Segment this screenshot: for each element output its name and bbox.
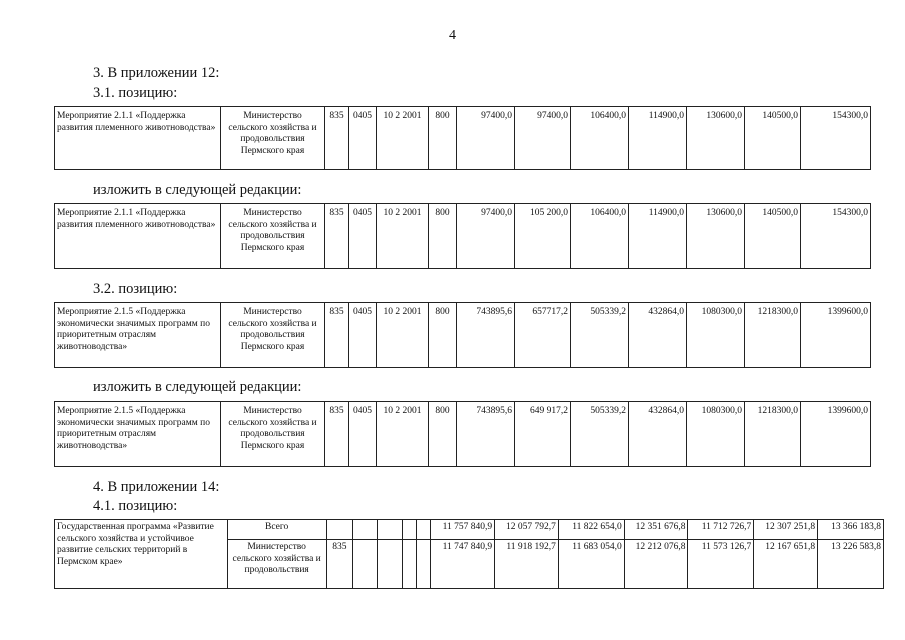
- value-cell: 432864,0: [629, 303, 687, 368]
- value-cell: 1080300,0: [687, 402, 745, 467]
- grbs-code: 835: [325, 402, 349, 467]
- target-article-code: 10 2 2001: [377, 303, 429, 368]
- grbs-code: 835: [325, 107, 349, 170]
- value-cell: 505339,2: [571, 303, 629, 368]
- grbs-code: 835: [325, 204, 349, 269]
- value-cell: 11 747 840,9: [431, 540, 495, 589]
- empty-cell: [353, 540, 378, 589]
- empty-cell: [402, 520, 416, 540]
- value-cell: 114900,0: [629, 204, 687, 269]
- ministry-name: Министерство сельского хозяйства и продовольствия Пермского края: [221, 107, 325, 170]
- table-row: [55, 402, 871, 467]
- empty-cell: [353, 520, 378, 540]
- page-number: 4: [449, 28, 456, 43]
- value-cell: 743895,6: [457, 303, 515, 368]
- value-cell: 130600,0: [687, 204, 745, 269]
- value-cell: 154300,0: [801, 204, 871, 269]
- measure-name: Мероприятие 2.1.5 «Поддержка экономически значимых программ по приоритетным отраслям животноводства»: [55, 303, 221, 368]
- section-code: 0405: [349, 204, 377, 269]
- table-3-2-old: [54, 302, 871, 368]
- empty-cell: [402, 540, 416, 589]
- grbs-code: 835: [326, 540, 353, 589]
- value-cell: 12 167 651,8: [754, 540, 818, 589]
- empty-cell: [416, 540, 430, 589]
- value-cell: 649 917,2: [515, 402, 571, 467]
- value-cell: 97400,0: [457, 107, 515, 170]
- value-cell: 11 683 054,0: [558, 540, 624, 589]
- heading-edit-2: изложить в следующей редакции:: [93, 379, 302, 395]
- expense-type-code: 800: [429, 402, 457, 467]
- empty-cell: [377, 540, 402, 589]
- ministry-name: Министерство сельского хозяйства и продовольствия: [227, 540, 326, 589]
- target-article-code: 10 2 2001: [377, 107, 429, 170]
- table-3-1-new: [54, 203, 871, 269]
- value-cell: 1218300,0: [745, 303, 801, 368]
- value-cell: 1080300,0: [687, 303, 745, 368]
- value-cell: 505339,2: [571, 402, 629, 467]
- expense-type-code: 800: [429, 107, 457, 170]
- table-row: [55, 520, 884, 540]
- heading-3-2: 3.2. позицию:: [93, 281, 178, 297]
- table-3-1-old: [54, 106, 871, 170]
- expense-type-code: 800: [429, 303, 457, 368]
- value-cell: 12 351 676,8: [624, 520, 688, 540]
- empty-cell: [416, 520, 430, 540]
- heading-3-1: 3.1. позицию:: [93, 85, 178, 101]
- measure-name: Мероприятие 2.1.1 «Поддержка развития племенного животноводства»: [55, 204, 221, 269]
- table-4-1-old: [54, 519, 884, 589]
- value-cell: 1399600,0: [801, 402, 871, 467]
- value-cell: 11 822 654,0: [558, 520, 624, 540]
- value-cell: 11 573 126,7: [688, 540, 754, 589]
- value-cell: 12 307 251,8: [754, 520, 818, 540]
- value-cell: 140500,0: [745, 107, 801, 170]
- value-cell: 140500,0: [745, 204, 801, 269]
- value-cell: 13 226 583,8: [818, 540, 884, 589]
- section-code: 0405: [349, 402, 377, 467]
- value-cell: 97400,0: [515, 107, 571, 170]
- table-row: [55, 107, 871, 170]
- value-cell: 106400,0: [571, 107, 629, 170]
- measure-name: Мероприятие 2.1.1 «Поддержка развития племенного животноводства»: [55, 107, 221, 170]
- measure-name: Мероприятие 2.1.5 «Поддержка экономически значимых программ по приоритетным отраслям животноводства»: [55, 402, 221, 467]
- value-cell: 12 057 792,7: [495, 520, 559, 540]
- value-cell: 11 757 840,9: [431, 520, 495, 540]
- section-code: 0405: [349, 303, 377, 368]
- ministry-name: Министерство сельского хозяйства и продовольствия Пермского края: [221, 402, 325, 467]
- heading-edit-1: изложить в следующей редакции:: [93, 182, 302, 198]
- value-cell: 432864,0: [629, 402, 687, 467]
- value-cell: 13 366 183,8: [818, 520, 884, 540]
- ministry-name: Министерство сельского хозяйства и продовольствия Пермского края: [221, 303, 325, 368]
- table-3-2-new: [54, 401, 871, 467]
- table-row: [55, 303, 871, 368]
- table-row: [55, 204, 871, 269]
- value-cell: 657717,2: [515, 303, 571, 368]
- value-cell: 743895,6: [457, 402, 515, 467]
- expense-type-code: 800: [429, 204, 457, 269]
- heading-4-1: 4.1. позицию:: [93, 498, 178, 514]
- grbs-code: 835: [325, 303, 349, 368]
- heading-appendix-14: 4. В приложении 14:: [93, 479, 220, 495]
- program-name: Государственная программа «Развитие сельского хозяйства и устойчивое развитие сельских территорий в Пермском крае»: [55, 520, 228, 589]
- empty-cell: [377, 520, 402, 540]
- value-cell: 114900,0: [629, 107, 687, 170]
- value-cell: 11 918 192,7: [495, 540, 559, 589]
- value-cell: 106400,0: [571, 204, 629, 269]
- ministry-name: Министерство сельского хозяйства и продовольствия Пермского края: [221, 204, 325, 269]
- heading-appendix-12: 3. В приложении 12:: [93, 65, 220, 81]
- value-cell: 1218300,0: [745, 402, 801, 467]
- value-cell: 154300,0: [801, 107, 871, 170]
- target-article-code: 10 2 2001: [377, 204, 429, 269]
- value-cell: 130600,0: [687, 107, 745, 170]
- value-cell: 105 200,0: [515, 204, 571, 269]
- target-article-code: 10 2 2001: [377, 402, 429, 467]
- section-code: 0405: [349, 107, 377, 170]
- value-cell: 11 712 726,7: [688, 520, 754, 540]
- total-label: Всего: [227, 520, 326, 540]
- value-cell: 12 212 076,8: [624, 540, 688, 589]
- value-cell: 97400,0: [457, 204, 515, 269]
- value-cell: 1399600,0: [801, 303, 871, 368]
- empty-cell: [326, 520, 353, 540]
